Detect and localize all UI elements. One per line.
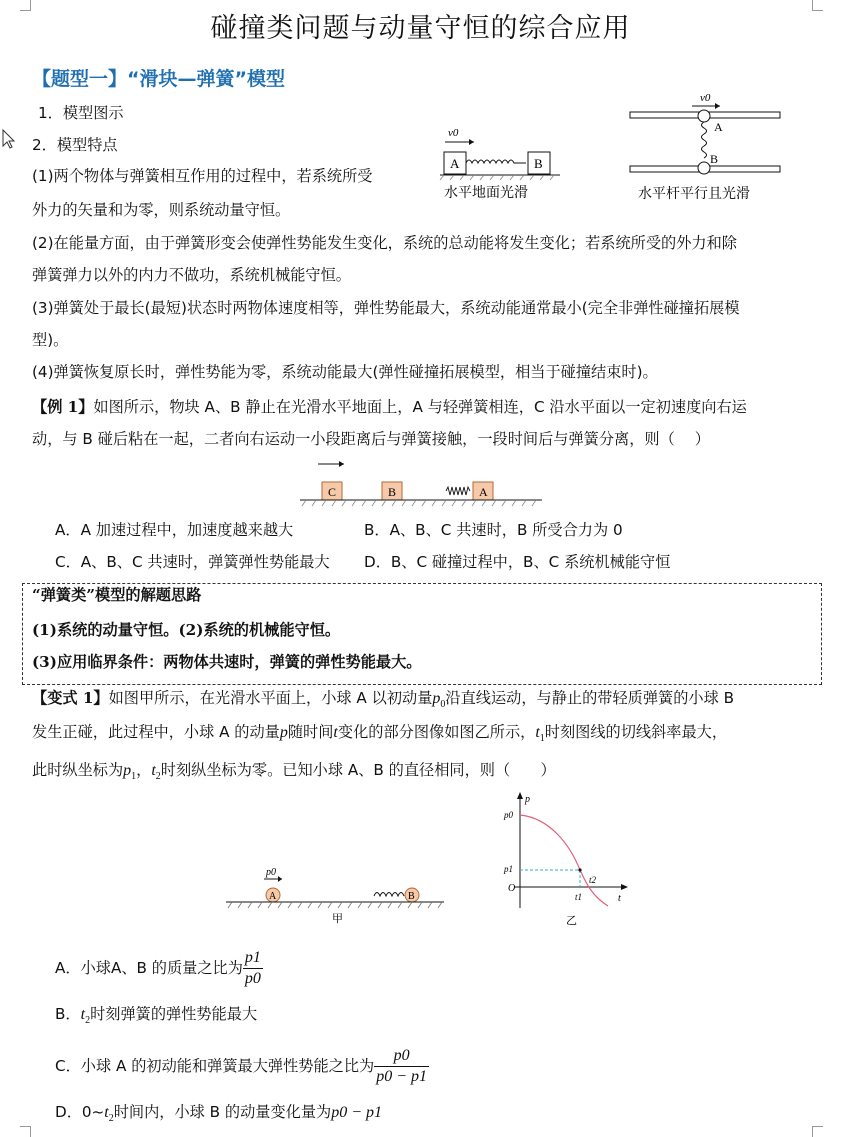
fig-jia-caption: 甲 (332, 912, 343, 925)
fig2-caption: 水平杆平行且光滑 (638, 186, 750, 202)
figure-ground-spring-model (430, 122, 570, 202)
example1-figure (296, 458, 546, 512)
fig-yi-t1-label: t1 (575, 892, 583, 902)
tips-line-1: (1)系统的动量守恒。(2)系统的机械能守恒。 (32, 621, 341, 639)
feature-2-line-2: 弹簧弹力以外的内力不做功，系统机械能守恒。 (32, 266, 351, 284)
fig-yi-curve (520, 815, 608, 906)
ball-b-label: B (408, 891, 415, 902)
fig1-block-b-label: B (534, 156, 543, 171)
figure-parallel-rods-model (620, 88, 790, 208)
fig2-label-b: B (710, 152, 719, 166)
fig-yi-p1-label: p1 (504, 864, 513, 874)
example1-option-b: B．A、B、C 共速时，B 所受合力为 0 (364, 521, 623, 539)
figure-jia (222, 864, 447, 926)
variant1-option-d: D．$0\sim t_2$时间内，小球 B 的动量变化量为p0 − p1 (55, 1103, 383, 1125)
fig1-block-a-label: A (450, 156, 460, 171)
variant1-line-2: 发生正碰，此过程中，小球 A 的动量p随时间t变化的部分图像如图乙所示，$t_1$时刻图线的切线斜率最大， (32, 723, 728, 745)
feature-2-line-1: (2)在能量方面，由于弹簧形变会使弹性势能发生变化，系统的总动能将发生变化；若系统所受的外力和除 (32, 234, 737, 252)
fig-yi-p0-label: p0 (504, 810, 513, 820)
figure-yi-momentum-graph (500, 790, 635, 930)
item-model-features: 2．模型特点 (32, 136, 118, 154)
corner-mark-bottom-left (20, 1126, 31, 1137)
section-heading: 【题型一】“滑块—弹簧”模型 (32, 68, 285, 90)
variant1-option-c: C．小球 A 的初动能和弹簧最大弹性势能之比为 $\frac{p0}{p0 - p1}$ (55, 1047, 428, 1085)
block-c-label: C (328, 485, 337, 499)
tips-line-2: (3)应用临界条件：两物体共速时，弹簧的弹性势能最大。 (32, 653, 422, 671)
fig-yi-p-label: p (525, 794, 530, 805)
example1-option-d: D．B、C 碰撞过程中，B、C 系统机械能守恒 (364, 553, 671, 571)
page-title: 碰撞类问题与动量守恒的综合应用 (210, 13, 631, 44)
block-a-label: A (479, 485, 488, 499)
fig-yi-t2-label: t2 (589, 875, 597, 885)
item-model-diagram: 1．模型图示 (38, 104, 124, 122)
fig-yi-caption: 乙 (566, 914, 577, 927)
example1-option-a: A．A 加速过程中，加速度越来越大 (55, 521, 294, 539)
fig-yi-origin-label: O (508, 883, 516, 894)
fig1-v0-label: v0 (448, 127, 459, 139)
block-b-label: B (388, 485, 397, 499)
variant1-tag: 【变式 1】 (32, 689, 109, 707)
variant1-option-a: A．小球A、B 的质量之比为 $\frac{p1}{p0}$ (55, 949, 261, 987)
example1-line-1 (32, 397, 747, 417)
fig2-ball-a (698, 110, 710, 122)
tips-heading: “弹簧类”模型的解题思路 (32, 586, 202, 604)
variant1-option-b: B．$t_2$时刻弹簧的弹性势能最大 (55, 1005, 258, 1027)
fig-jia-p0-label: p0 (266, 867, 276, 878)
fig2-label-a: A (714, 120, 723, 134)
fig2-v0-label: v0 (700, 92, 711, 104)
fig2-ball-b (698, 162, 710, 174)
ball-a-label: A (269, 891, 277, 902)
corner-mark-bottom-right (812, 1126, 823, 1137)
example1-tag: 【例 1】 (32, 398, 94, 416)
feature-4: (4)弹簧恢复原长时，弹性势能为零，系统动能最大(弹性碰撞拓展模型，相当于碰撞结束时)。 (32, 363, 658, 381)
variant1-line-3: 此时纵坐标为$p_1$，$t_2$时刻纵坐标为零。已知小球 A、B 的直径相同，则（ ） (32, 761, 556, 783)
feature-1-line-2: 外力的矢量和为零，则系统动量守恒。 (32, 201, 291, 219)
fig-yi-t-label: t (618, 893, 621, 904)
example1-spring (446, 487, 470, 495)
fig-jia-spring (374, 893, 404, 897)
fig1-caption: 水平地面光滑 (444, 185, 528, 201)
feature-3-line-1: (3)弹簧处于最长(最短)状态时两物体速度相等，弹性势能最大，系统动能通常最小(完全非弹性碰撞拓展模 (32, 299, 740, 317)
example1-option-c: C．A、B、C 共速时，弹簧弹性势能最大 (55, 553, 330, 571)
cursor-pointer-icon (0, 128, 16, 150)
example1-line-2: 动，与 B 碰后粘在一起，二者向右运动一小段距离后与弹簧接触，一段时间后与弹簧分离，则（ ） (32, 430, 710, 448)
fig1-spring (466, 160, 526, 163)
feature-3-line-2: 型)。 (32, 331, 69, 349)
fig2-spring (702, 122, 707, 158)
example1-text-1: 如图所示，物块 A、B 静止在光滑水平地面上，A 与轻弹簧相连，C 沿水平面以一定初速度向右运 (93, 398, 747, 416)
variant1-line-1: 【变式 1】如图甲所示，在光滑水平面上，小球 A 以初动量$p_0$沿直线运动，与静止的带轻质弹簧的小球 B (32, 689, 735, 711)
feature-1-line-1: (1)两个物体与弹簧相互作用的过程中，若系统所受 (32, 167, 373, 185)
